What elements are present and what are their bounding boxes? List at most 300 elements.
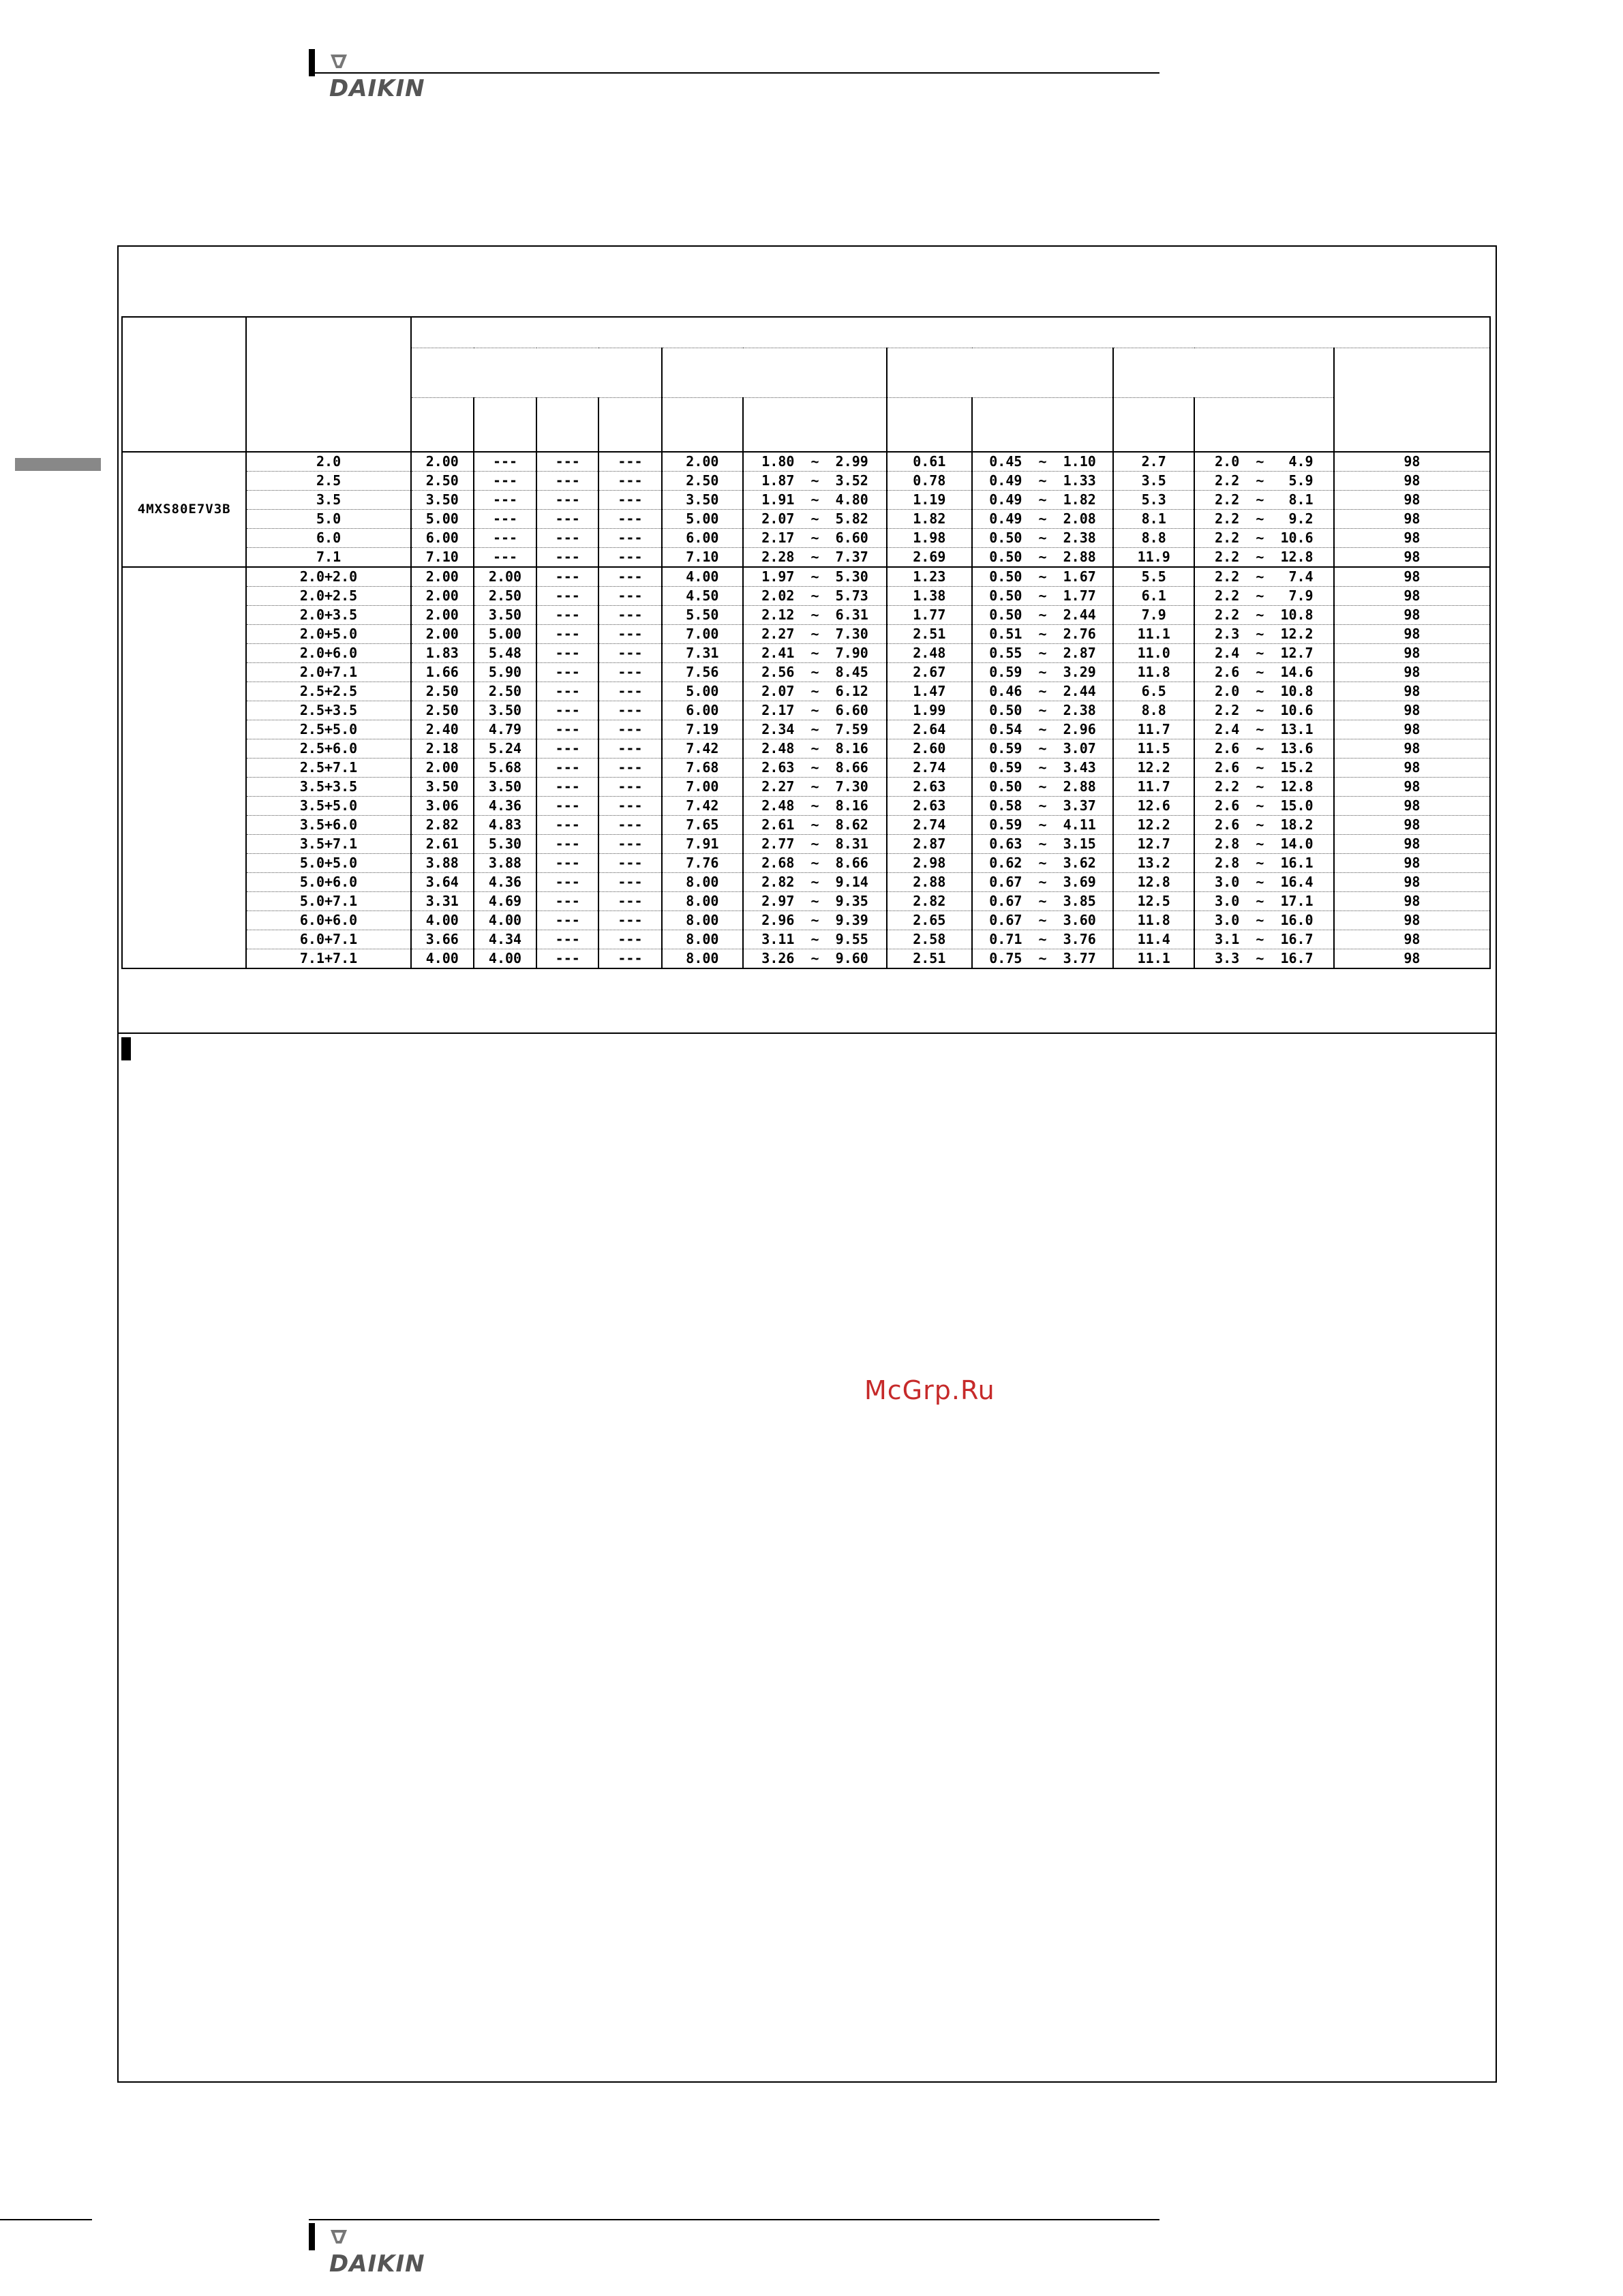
table-cell: 12.8 [1113, 873, 1194, 892]
table-cell: --- [536, 739, 598, 759]
table-cell: 0.50 ~ 2.38 [972, 529, 1114, 548]
table-cell: --- [598, 835, 661, 854]
table-cell: 2.2 ~ 12.8 [1194, 548, 1334, 568]
table-cell: 2.63 [887, 778, 972, 797]
table-cell: 4.00 [411, 911, 474, 930]
table-cell: 8.8 [1113, 529, 1194, 548]
table-cell: 2.17 ~ 6.60 [743, 701, 887, 720]
table-cell: --- [474, 472, 536, 491]
table-cell: --- [536, 644, 598, 663]
table-cell: 4.00 [474, 949, 536, 969]
table-cell: --- [598, 663, 661, 682]
table-cell: 98 [1334, 854, 1490, 873]
table-cell: 2.6 ~ 13.6 [1194, 739, 1334, 759]
table-cell: 2.3 ~ 12.2 [1194, 625, 1334, 644]
table-cell: 3.66 [411, 930, 474, 949]
table-cell: 2.0+7.1 [246, 663, 410, 682]
table-cell: --- [536, 663, 598, 682]
table-cell: 0.67 ~ 3.85 [972, 892, 1114, 911]
table-cell: 0.71 ~ 3.76 [972, 930, 1114, 949]
header-cell [662, 348, 887, 398]
table-cell: 2.7 [1113, 452, 1194, 472]
table-row [122, 587, 1490, 606]
table-cell: 0.50 ~ 2.44 [972, 606, 1114, 625]
table-cell: 98 [1334, 701, 1490, 720]
table-cell: --- [474, 548, 536, 568]
table-cell: 2.2 ~ 9.2 [1194, 510, 1334, 529]
table-cell: --- [598, 452, 661, 472]
table-cell: --- [536, 625, 598, 644]
table-cell: 2.50 [411, 472, 474, 491]
table-cell: 4.00 [474, 911, 536, 930]
table-cell: 1.80 ~ 2.99 [743, 452, 887, 472]
brand-name: DAIKIN [329, 2250, 425, 2278]
table-cell: 2.2 ~ 8.1 [1194, 491, 1334, 510]
table-cell: --- [598, 720, 661, 739]
table-cell: 12.7 [1113, 835, 1194, 854]
table-cell: 3.5 [246, 491, 410, 510]
table-cell: 2.50 [411, 682, 474, 701]
table-cell: 2.0+3.5 [246, 606, 410, 625]
table-cell: 0.50 ~ 1.67 [972, 567, 1114, 587]
table-cell: 0.62 ~ 3.62 [972, 854, 1114, 873]
table-cell: 2.00 [411, 452, 474, 472]
table-cell: 2.6 ~ 15.2 [1194, 759, 1334, 778]
table-cell: 2.34 ~ 7.59 [743, 720, 887, 739]
table-row [122, 720, 1490, 739]
table-cell: 3.50 [474, 778, 536, 797]
table-cell: --- [536, 548, 598, 568]
table-cell: --- [598, 682, 661, 701]
table-cell: 4.79 [474, 720, 536, 739]
table-cell: 0.55 ~ 2.87 [972, 644, 1114, 663]
table-cell: 2.63 ~ 8.66 [743, 759, 887, 778]
table-cell: 8.1 [1113, 510, 1194, 529]
table-cell: 2.69 [887, 548, 972, 568]
table-cell: 2.65 [887, 911, 972, 930]
header-cell [1113, 348, 1333, 398]
table-cell: 98 [1334, 548, 1490, 568]
table-cell: --- [598, 491, 661, 510]
table-cell: 2.0+5.0 [246, 625, 410, 644]
table-cell: 0.49 ~ 1.33 [972, 472, 1114, 491]
table-cell: 5.68 [474, 759, 536, 778]
content-frame [117, 245, 1497, 2083]
header-cell [411, 398, 474, 453]
daikin-logo-icon [329, 2229, 348, 2245]
table-cell: 2.51 [887, 625, 972, 644]
table-cell: 2.82 [411, 816, 474, 835]
table-cell: 2.0 [246, 452, 410, 472]
table-cell: 11.7 [1113, 778, 1194, 797]
table-cell: 7.1 [246, 548, 410, 568]
table-cell: 5.5 [1113, 567, 1194, 587]
table-cell: 7.65 [662, 816, 744, 835]
table-cell: 11.8 [1113, 911, 1194, 930]
table-cell: --- [536, 587, 598, 606]
table-cell: 0.45 ~ 1.10 [972, 452, 1114, 472]
table-cell: 3.11 ~ 9.55 [743, 930, 887, 949]
table-cell: 3.26 ~ 9.60 [743, 949, 887, 969]
table-cell: 2.5+6.0 [246, 739, 410, 759]
table-cell: --- [598, 739, 661, 759]
table-cell: 2.61 ~ 8.62 [743, 816, 887, 835]
table-row [122, 529, 1490, 548]
table-cell: 0.59 ~ 3.07 [972, 739, 1114, 759]
table-cell: --- [474, 510, 536, 529]
header-cell [972, 398, 1114, 453]
table-cell: 3.50 [411, 778, 474, 797]
table-cell: 7.19 [662, 720, 744, 739]
table-cell: --- [598, 548, 661, 568]
table-cell: 11.7 [1113, 720, 1194, 739]
table-cell: 2.67 [887, 663, 972, 682]
table-cell: 2.82 ~ 9.14 [743, 873, 887, 892]
table-cell: --- [536, 911, 598, 930]
table-cell: --- [536, 930, 598, 949]
table-cell: --- [474, 491, 536, 510]
table-cell: 0.50 ~ 1.77 [972, 587, 1114, 606]
header-cell [246, 317, 410, 452]
table-cell: 98 [1334, 491, 1490, 510]
table-cell: 98 [1334, 663, 1490, 682]
table-cell: 0.78 [887, 472, 972, 491]
table-cell: 0.50 ~ 2.88 [972, 778, 1114, 797]
table-cell: 3.5+6.0 [246, 816, 410, 835]
table-cell: 12.2 [1113, 759, 1194, 778]
table-cell: 2.2 ~ 10.6 [1194, 529, 1334, 548]
table-cell: 7.91 [662, 835, 744, 854]
table-cell: 2.00 [411, 759, 474, 778]
table-cell: 2.17 ~ 6.60 [743, 529, 887, 548]
table-row [122, 797, 1490, 816]
table-cell: 3.0 ~ 16.0 [1194, 911, 1334, 930]
table-cell: 2.5+5.0 [246, 720, 410, 739]
table-row [122, 949, 1490, 969]
table-cell: --- [598, 472, 661, 491]
table-cell: 0.59 ~ 3.29 [972, 663, 1114, 682]
table-cell: --- [598, 606, 661, 625]
table-cell: 0.50 ~ 2.38 [972, 701, 1114, 720]
daikin-logo [329, 2223, 425, 2278]
table-cell: 0.58 ~ 3.37 [972, 797, 1114, 816]
table-cell: --- [536, 816, 598, 835]
table-cell: 5.0+5.0 [246, 854, 410, 873]
table-cell: --- [536, 892, 598, 911]
table-cell: 3.31 [411, 892, 474, 911]
table-cell: 98 [1334, 587, 1490, 606]
table-cell: 1.23 [887, 567, 972, 587]
table-cell: --- [536, 510, 598, 529]
table-cell: 7.56 [662, 663, 744, 682]
table-cell: 3.5+7.1 [246, 835, 410, 854]
table-cell: 2.48 ~ 8.16 [743, 797, 887, 816]
table-row [122, 835, 1490, 854]
table-cell: 4.36 [474, 797, 536, 816]
table-cell: 0.67 ~ 3.69 [972, 873, 1114, 892]
table-cell: 98 [1334, 949, 1490, 969]
table-cell: 6.5 [1113, 682, 1194, 701]
table-cell: 7.68 [662, 759, 744, 778]
table-cell: 6.00 [662, 529, 744, 548]
table-cell: 4.00 [662, 567, 744, 587]
table-cell: --- [536, 491, 598, 510]
table-cell: 8.00 [662, 892, 744, 911]
table-cell: --- [598, 510, 661, 529]
table-cell: 3.64 [411, 873, 474, 892]
table-cell: 4.34 [474, 930, 536, 949]
watermark: McGrp.Ru [864, 1375, 995, 1405]
table-cell: 3.0 ~ 17.1 [1194, 892, 1334, 911]
table-cell: 2.00 [474, 567, 536, 587]
table-cell: 2.98 [887, 854, 972, 873]
table-cell: --- [536, 472, 598, 491]
header-cell [1194, 398, 1334, 453]
table-cell: 3.5+3.5 [246, 778, 410, 797]
table-cell: 98 [1334, 625, 1490, 644]
table-cell: 2.51 [887, 949, 972, 969]
table-cell: --- [474, 529, 536, 548]
table-cell: 11.9 [1113, 548, 1194, 568]
table-cell: 4.83 [474, 816, 536, 835]
table-cell: 2.02 ~ 5.73 [743, 587, 887, 606]
table-cell: 7.9 [1113, 606, 1194, 625]
table-cell: 2.2 ~ 12.8 [1194, 778, 1334, 797]
table-cell: 2.68 ~ 8.66 [743, 854, 887, 873]
table-cell: 3.5 [1113, 472, 1194, 491]
table-cell: 2.07 ~ 5.82 [743, 510, 887, 529]
table-cell: 1.87 ~ 3.52 [743, 472, 887, 491]
model-cell-empty [122, 567, 246, 968]
table-cell: 7.00 [662, 778, 744, 797]
table-cell: 2.74 [887, 759, 972, 778]
table-cell: --- [536, 452, 598, 472]
table-cell: 2.50 [662, 472, 744, 491]
table-cell: 2.00 [411, 606, 474, 625]
table-cell: 3.88 [474, 854, 536, 873]
table-cell: 8.00 [662, 873, 744, 892]
table-cell: 0.59 ~ 3.43 [972, 759, 1114, 778]
table-cell: --- [536, 606, 598, 625]
table-cell: 2.5+2.5 [246, 682, 410, 701]
table-cell: --- [536, 529, 598, 548]
footer-bar [309, 2223, 315, 2250]
table-cell: --- [536, 778, 598, 797]
table-cell: 1.91 ~ 4.80 [743, 491, 887, 510]
table-cell: --- [598, 911, 661, 930]
table-cell: 1.66 [411, 663, 474, 682]
table-cell: 2.00 [411, 587, 474, 606]
table-cell: 2.63 [887, 797, 972, 816]
table-cell: 5.50 [662, 606, 744, 625]
table-cell: 2.50 [411, 701, 474, 720]
table-cell: 13.2 [1113, 854, 1194, 873]
table-cell: 4.69 [474, 892, 536, 911]
brand-name: DAIKIN [329, 75, 425, 102]
table-cell: 0.63 ~ 3.15 [972, 835, 1114, 854]
table-cell: 2.6 ~ 14.6 [1194, 663, 1334, 682]
table-cell: 2.0+2.0 [246, 567, 410, 587]
table-cell: 3.50 [662, 491, 744, 510]
table-cell: 1.99 [887, 701, 972, 720]
table-cell: 2.40 [411, 720, 474, 739]
table-cell: --- [598, 644, 661, 663]
table-cell: 6.00 [662, 701, 744, 720]
table-cell: 1.97 ~ 5.30 [743, 567, 887, 587]
table-cell: --- [536, 567, 598, 587]
table-cell: 8.00 [662, 949, 744, 969]
table-cell: 5.90 [474, 663, 536, 682]
header-cell [662, 398, 744, 453]
table-cell: 11.5 [1113, 739, 1194, 759]
table-cell: --- [536, 720, 598, 739]
table-cell: 2.50 [474, 587, 536, 606]
table-cell: 11.0 [1113, 644, 1194, 663]
table-cell: 98 [1334, 797, 1490, 816]
table-cell: 6.0+7.1 [246, 930, 410, 949]
table-cell: 98 [1334, 873, 1490, 892]
table-cell: --- [598, 587, 661, 606]
table-cell: 1.19 [887, 491, 972, 510]
table-cell: 3.3 ~ 16.7 [1194, 949, 1334, 969]
table-cell: 0.49 ~ 1.82 [972, 491, 1114, 510]
table-cell: --- [536, 701, 598, 720]
table-cell: 98 [1334, 759, 1490, 778]
table-cell: 3.50 [411, 491, 474, 510]
section-rule [119, 1032, 1496, 1034]
table-cell: 98 [1334, 911, 1490, 930]
table-row [122, 452, 1490, 472]
table-row [122, 778, 1490, 797]
table-cell: 0.51 ~ 2.76 [972, 625, 1114, 644]
table-cell: 98 [1334, 567, 1490, 587]
table-cell: --- [536, 835, 598, 854]
table-row [122, 682, 1490, 701]
header-cell [536, 398, 598, 453]
table-cell: 2.8 ~ 14.0 [1194, 835, 1334, 854]
table-cell: 2.2 ~ 7.9 [1194, 587, 1334, 606]
table-cell: 0.61 [887, 452, 972, 472]
table-cell: 8.00 [662, 911, 744, 930]
table-row [122, 739, 1490, 759]
section-marker [121, 1037, 131, 1060]
table-cell: 0.67 ~ 3.60 [972, 911, 1114, 930]
table-cell: 2.61 [411, 835, 474, 854]
table-cell: 2.50 [474, 682, 536, 701]
table-cell: --- [536, 873, 598, 892]
table-cell: 98 [1334, 778, 1490, 797]
table-cell: 3.5+5.0 [246, 797, 410, 816]
table-cell: 7.10 [662, 548, 744, 568]
table-row [122, 625, 1490, 644]
table-cell: 1.77 [887, 606, 972, 625]
table-cell: 2.64 [887, 720, 972, 739]
table-row [122, 816, 1490, 835]
header-cell [1334, 348, 1490, 453]
header-cell [474, 398, 536, 453]
table-row [122, 644, 1490, 663]
table-cell: 4.36 [474, 873, 536, 892]
table-cell: 2.4 ~ 12.7 [1194, 644, 1334, 663]
table-cell: 6.0+6.0 [246, 911, 410, 930]
table-row [122, 491, 1490, 510]
table-cell: 1.83 [411, 644, 474, 663]
table-cell: 98 [1334, 682, 1490, 701]
table-cell: 2.5+7.1 [246, 759, 410, 778]
table-cell: 6.00 [411, 529, 474, 548]
table-cell: 2.0+2.5 [246, 587, 410, 606]
table-cell: 3.0 ~ 16.4 [1194, 873, 1334, 892]
table-cell: --- [536, 854, 598, 873]
header-cell [122, 317, 246, 452]
table-cell: 2.00 [411, 625, 474, 644]
table-cell: 3.1 ~ 16.7 [1194, 930, 1334, 949]
table-cell: 5.0+6.0 [246, 873, 410, 892]
table-cell: --- [598, 873, 661, 892]
table-cell: 2.77 ~ 8.31 [743, 835, 887, 854]
table-cell: 1.47 [887, 682, 972, 701]
table-cell: 2.2 ~ 10.8 [1194, 606, 1334, 625]
table-cell: 2.96 ~ 9.39 [743, 911, 887, 930]
table-cell: 4.00 [411, 949, 474, 969]
table-cell: --- [598, 949, 661, 969]
table-cell: 2.0+6.0 [246, 644, 410, 663]
table-cell: 98 [1334, 816, 1490, 835]
table-cell: 2.07 ~ 6.12 [743, 682, 887, 701]
table-row [122, 930, 1490, 949]
table-cell: 0.75 ~ 3.77 [972, 949, 1114, 969]
daikin-logo [329, 48, 425, 102]
table-cell: --- [598, 759, 661, 778]
table-cell: 7.00 [662, 625, 744, 644]
table-cell: --- [598, 567, 661, 587]
footer-rule [309, 2219, 1159, 2220]
table-row [122, 472, 1490, 491]
table-cell: 7.10 [411, 548, 474, 568]
table-cell: 2.41 ~ 7.90 [743, 644, 887, 663]
table-cell: 98 [1334, 452, 1490, 472]
header-cell [1113, 398, 1194, 453]
table-cell: 2.58 [887, 930, 972, 949]
table-cell: 2.18 [411, 739, 474, 759]
table-cell: 7.1+7.1 [246, 949, 410, 969]
header-cell [411, 317, 1490, 348]
table-cell: --- [598, 797, 661, 816]
table-cell: 2.6 ~ 18.2 [1194, 816, 1334, 835]
table-row [122, 567, 1490, 587]
table-cell: 1.38 [887, 587, 972, 606]
table-cell: 2.5 [246, 472, 410, 491]
table-cell: 2.4 ~ 13.1 [1194, 720, 1334, 739]
table-cell: 98 [1334, 472, 1490, 491]
header-cell [743, 398, 887, 453]
table-cell: 2.56 ~ 8.45 [743, 663, 887, 682]
table-cell: 98 [1334, 930, 1490, 949]
table-cell: 98 [1334, 510, 1490, 529]
daikin-logo-icon [329, 53, 348, 70]
table-cell: 98 [1334, 644, 1490, 663]
table-cell: 5.00 [474, 625, 536, 644]
table-cell: 5.00 [662, 510, 744, 529]
table-cell: 6.0 [246, 529, 410, 548]
table-cell: --- [536, 949, 598, 969]
table-cell: 5.30 [474, 835, 536, 854]
table-cell: 98 [1334, 892, 1490, 911]
table-cell: 98 [1334, 606, 1490, 625]
table-cell: 8.00 [662, 930, 744, 949]
table-cell: --- [598, 701, 661, 720]
table-cell: 5.24 [474, 739, 536, 759]
